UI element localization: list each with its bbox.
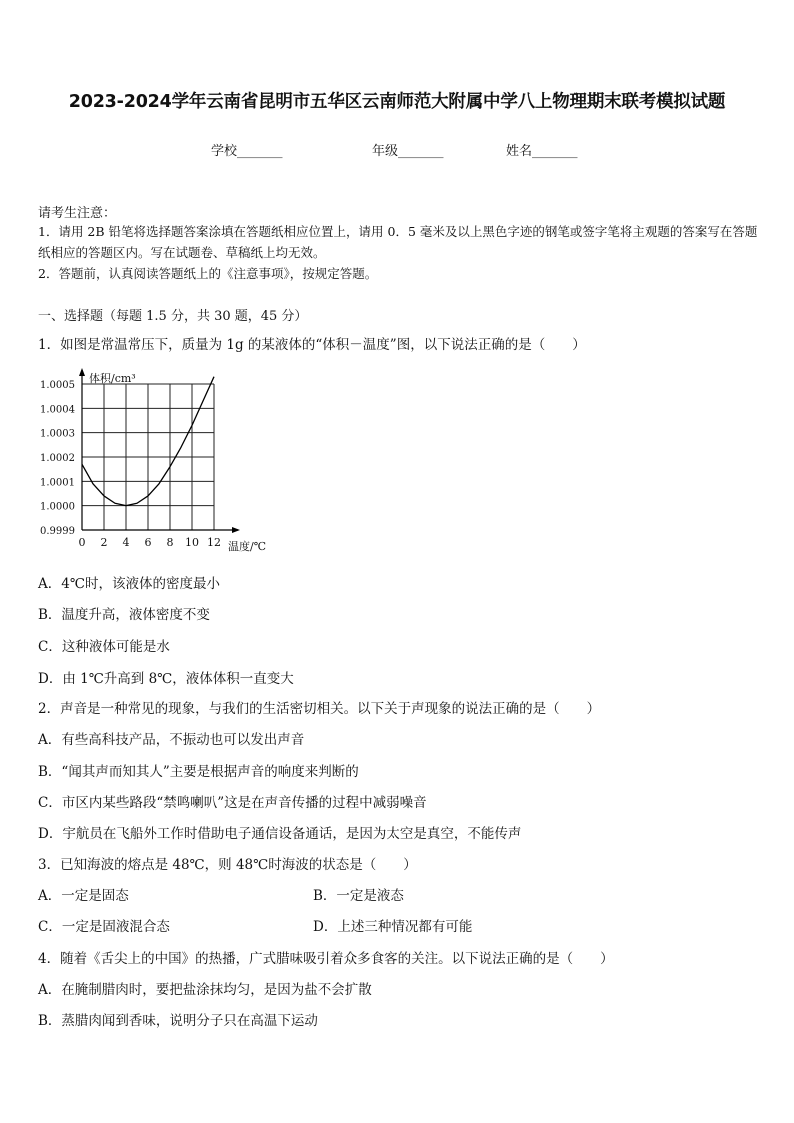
question-1-option-d: D．由 1℃升高到 8℃，液体体积一直变大 — [38, 671, 294, 687]
question-4-stem: 4．随着《舌尖上的中国》的热播，广式腊味吸引着众多食客的关注。以下说法正确的是（ ） — [38, 951, 614, 967]
question-3-option-a: A．一定是固态 — [38, 888, 129, 904]
question-3-option-c: C．一定是固液混合态 — [38, 919, 170, 935]
question-2-option-b: B．“闻其声而知其人”主要是根据声音的响度来判断的 — [38, 764, 359, 780]
x-tick-label: 2 — [100, 536, 108, 549]
y-axis-arrow-icon — [79, 368, 85, 376]
chart-svg — [38, 366, 278, 556]
question-2-option-a: A．有些高科技产品，不振动也可以发出声音 — [38, 732, 305, 748]
x-tick-label: 0 — [78, 536, 86, 549]
question-3-option-b: B．一定是液态 — [313, 888, 404, 904]
school-field: 学校_______ — [211, 144, 283, 159]
question-1-option-a: A．4℃时，该液体的密度最小 — [38, 576, 220, 592]
x-tick-label: 6 — [144, 536, 152, 549]
y-tick-label: 1.0001 — [40, 477, 75, 489]
question-1-stem: 1．如图是常温常压下，质量为 1g 的某液体的“体积－温度”图，以下说法正确的是（ ） — [38, 337, 586, 353]
x-axis-arrow-icon — [232, 527, 240, 533]
y-tick-label: 1.0003 — [40, 428, 75, 440]
question-2-stem: 2．声音是一种常见的现象，与我们的生活密切相关。以下关于声现象的说法正确的是（ ） — [38, 701, 601, 717]
x-tick-label: 4 — [122, 536, 130, 549]
x-axis-label: 温度/℃ — [228, 540, 267, 553]
x-tick-label: 10 — [185, 536, 199, 549]
x-tick-label: 12 — [207, 536, 221, 549]
question-4-option-a: A．在腌制腊肉时，要把盐涂抹均匀，是因为盐不会扩散 — [38, 982, 372, 998]
y-tick-label: 0.9999 — [40, 526, 75, 537]
notice-item-1: 1．请用 2B 铅笔将选择题答案涂填在答题纸相应位置上，请用 0．5 毫米及以上黑色字迹的钢笔或签字笔将主观题的答案写在答题纸相应的答题区内。写在试题卷、草稿纸上均无效。 — [38, 224, 758, 260]
name-field: 姓名_______ — [506, 144, 578, 159]
y-tick-label: 1.0005 — [40, 380, 75, 391]
question-3-stem: 3．已知海波的熔点是 48℃，则 48℃时海波的状态是（ ） — [38, 857, 417, 873]
question-4-option-b: B．蒸腊肉闻到香味，说明分子只在高温下运动 — [38, 1013, 318, 1029]
grade-field: 年级_______ — [372, 144, 444, 159]
question-1-option-c: C．这种液体可能是水 — [38, 639, 170, 655]
question-2-option-d: D．宇航员在飞船外工作时借助电子通信设备通话，是因为太空是真空，不能传声 — [38, 826, 522, 842]
y-tick-label: 1.0002 — [40, 453, 75, 464]
notice-item-2: 2．答题前，认真阅读答题纸上的《注意事项》，按规定答题。 — [38, 266, 378, 281]
section-heading: 一、选择题（每题 1.5 分，共 30 题，45 分） — [38, 309, 308, 324]
volume-temperature-chart — [38, 366, 278, 560]
y-axis-label: 体积/cm³ — [89, 372, 136, 385]
y-tick-label: 1.0000 — [40, 501, 75, 513]
x-tick-label: 8 — [166, 536, 174, 549]
notice-heading: 请考生注意： — [38, 206, 117, 221]
question-1-option-b: B．温度升高，液体密度不变 — [38, 607, 210, 623]
question-3-option-d: D．上述三种情况都有可能 — [313, 919, 473, 935]
page-title: 2023-2024学年云南省昆明市五华区云南师范大附属中学八上物理期末联考模拟试题 — [68, 92, 726, 112]
question-2-option-c: C．市区内某些路段“禁鸣喇叭”这是在声音传播的过程中减弱噪音 — [38, 795, 427, 811]
y-tick-label: 1.0004 — [40, 404, 75, 416]
